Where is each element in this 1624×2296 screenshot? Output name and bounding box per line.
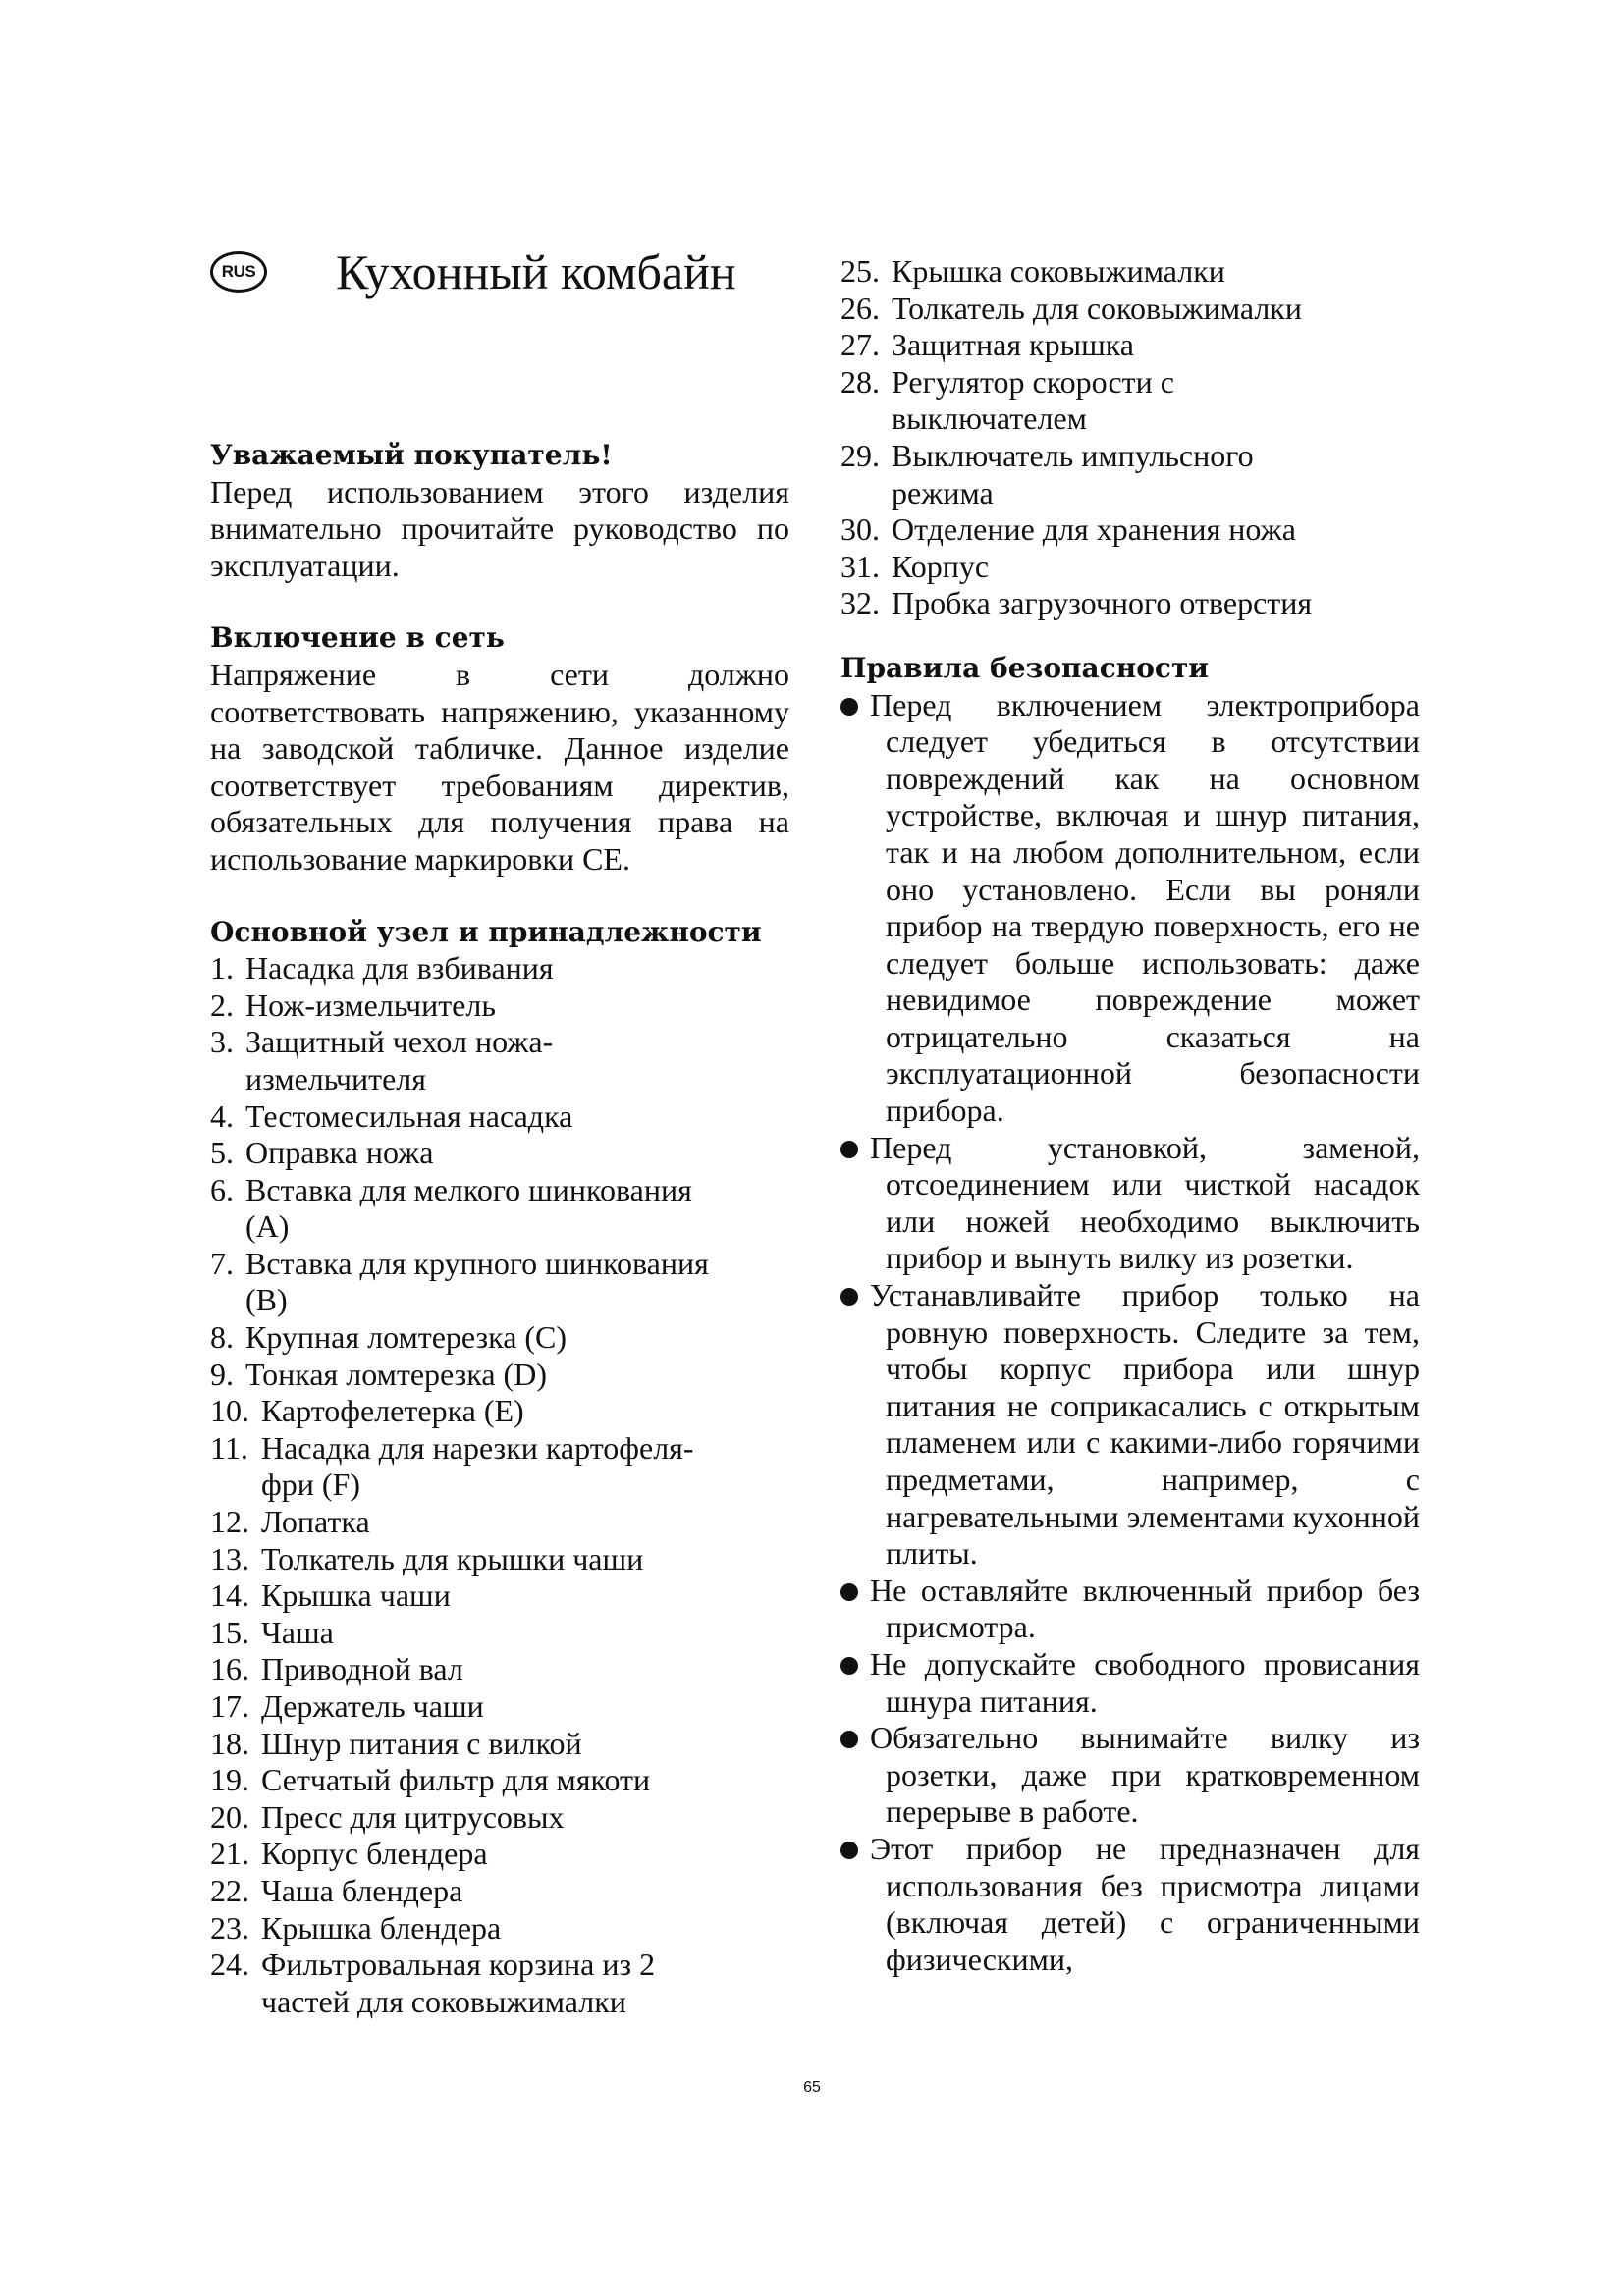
list-item: 8. Крупная ломтерезка (C) (210, 1319, 568, 1356)
bullet-icon (840, 1657, 858, 1675)
list-item: 20. Пресс для цитрусовых (210, 1798, 565, 1835)
list-item: Перед включением электроприбора следует убедиться в отсутствии повреждений как на основном устройстве, включая и шнур питания, так и на любом дополнительном, если оно установлено. Если вы роняли прибор на твердую поверхность, его не следует больше использовать: даже невидимое повреждение может отрицательно сказаться на эксплуатационной безопасности прибора. (840, 687, 1420, 1130)
bullet-icon (840, 1141, 858, 1158)
parts-list (210, 950, 789, 2020)
intro-section (210, 437, 789, 584)
safety-section (840, 650, 1420, 1978)
list-item: 9. Тонкая ломтерезка (D) (210, 1356, 547, 1392)
list-item: 2. Нож-измельчитель (210, 987, 496, 1023)
list-item: 6. Вставка для мелкого шинкования (A) (210, 1171, 692, 1245)
list-item: 13. Толкатель для крышки чаши (210, 1540, 644, 1576)
list-item: Обязательно вынимайте вилку из розетки, даже при кратковременном перерыве в работе. (840, 1720, 1420, 1831)
list-item: 19. Сетчатый фильтр для мякоти (210, 1762, 651, 1798)
list-item: 1. Насадка для взбивания (210, 950, 554, 987)
page-title: Кухонный комбайн (336, 244, 736, 299)
list-item: 15. Чаша (210, 1614, 334, 1650)
bullet-icon (840, 1583, 858, 1601)
list-item: 25. Крышка соковыжималки (840, 253, 1225, 289)
parts-section (210, 914, 789, 2021)
list-item: 32. Пробка загрузочного отверстия (840, 585, 1313, 621)
list-item: 27. Защитная крышка (840, 327, 1134, 363)
bullet-icon (840, 698, 858, 716)
bullet-icon (840, 1842, 858, 1859)
list-item: 31. Корпус (840, 548, 990, 584)
power-heading: Включение в сеть (210, 621, 505, 655)
intro-text: Перед использованием этого изделия внимательно прочитайте руководство по эксплуатации. (210, 473, 789, 583)
safety-heading: Правила безопасности (840, 651, 1210, 684)
list-item: 10. Картофелетерка (E) (210, 1393, 524, 1429)
power-text: Напряжение в сети должно соответствовать напряжению, указанному на заводской табличке. Данное изделие соответствует требованиям директив, обязательных для получения права на использование маркировки CE. (210, 656, 789, 877)
language-badge: RUS (210, 251, 267, 293)
list-item: 17. Держатель чаши (210, 1688, 484, 1724)
list-item: 21. Корпус блендера (210, 1836, 488, 1872)
page-number: 65 (803, 2079, 821, 2096)
list-item: 3. Защитный чехол ножа-измельчителя (210, 1024, 554, 1096)
list-item: Устанавливайте прибор только на ровную поверхность. Следите за тем, чтобы корпус прибора или шнур питания не соприкасались с открытым пламенем или с какими-либо горячими предметами, например, с нагревательными элементами кухонной плиты. (840, 1277, 1420, 1573)
list-item: 14. Крышка чаши (210, 1577, 451, 1614)
intro-heading: Уважаемый покупатель! (210, 439, 613, 471)
list-item: Этот прибор не предназначен для использования без присмотра лицами (включая детей) с ограниченными физическими, (840, 1831, 1420, 1978)
parts-heading: Основной узел и принадлежности (210, 915, 762, 948)
list-item: Не оставляйте включенный прибор без присмотра. (840, 1573, 1420, 1646)
bullet-icon (840, 1288, 858, 1306)
list-item: 23. Крышка блендера (210, 1909, 502, 1946)
list-item: 22. Чаша блендера (210, 1872, 463, 1908)
left-column (210, 437, 789, 2020)
list-item: 30. Отделение для хранения ножа (840, 511, 1296, 548)
power-section (210, 619, 789, 878)
parts-list-continued (840, 253, 1420, 622)
list-item: 24. Фильтровальная корзина из 2 частей для соковыжималки (210, 1947, 656, 2019)
list-item: 28. Регулятор скорости с выключателем (840, 363, 1174, 437)
bullet-icon (840, 1731, 858, 1748)
list-item: 29. Выключатель импульсного режима (840, 437, 1254, 510)
right-column (840, 253, 1420, 1978)
list-item: 4. Тестомесильная насадка (210, 1097, 573, 1134)
safety-rules-list (840, 687, 1420, 1979)
list-item: Перед установкой, заменой, отсоединением или чисткой насадок или ножей необходимо выключить прибор и вынуть вилку из розетки. (840, 1130, 1420, 1277)
list-item: 18. Шнур питания с вилкой (210, 1725, 582, 1761)
list-item: 5. Оправка ножа (210, 1135, 434, 1171)
list-item: 12. Лопатка (210, 1504, 370, 1540)
list-item: Не допускайте свободного провисания шнура питания. (840, 1646, 1420, 1720)
list-item: 7. Вставка для крупного шинкования (B) (210, 1245, 709, 1318)
list-item: 11. Насадка для нарезки картофеля-фри (F) (210, 1429, 694, 1503)
list-item: 26. Толкатель для соковыжималки (840, 290, 1302, 326)
list-item: 16. Приводной вал (210, 1651, 463, 1687)
